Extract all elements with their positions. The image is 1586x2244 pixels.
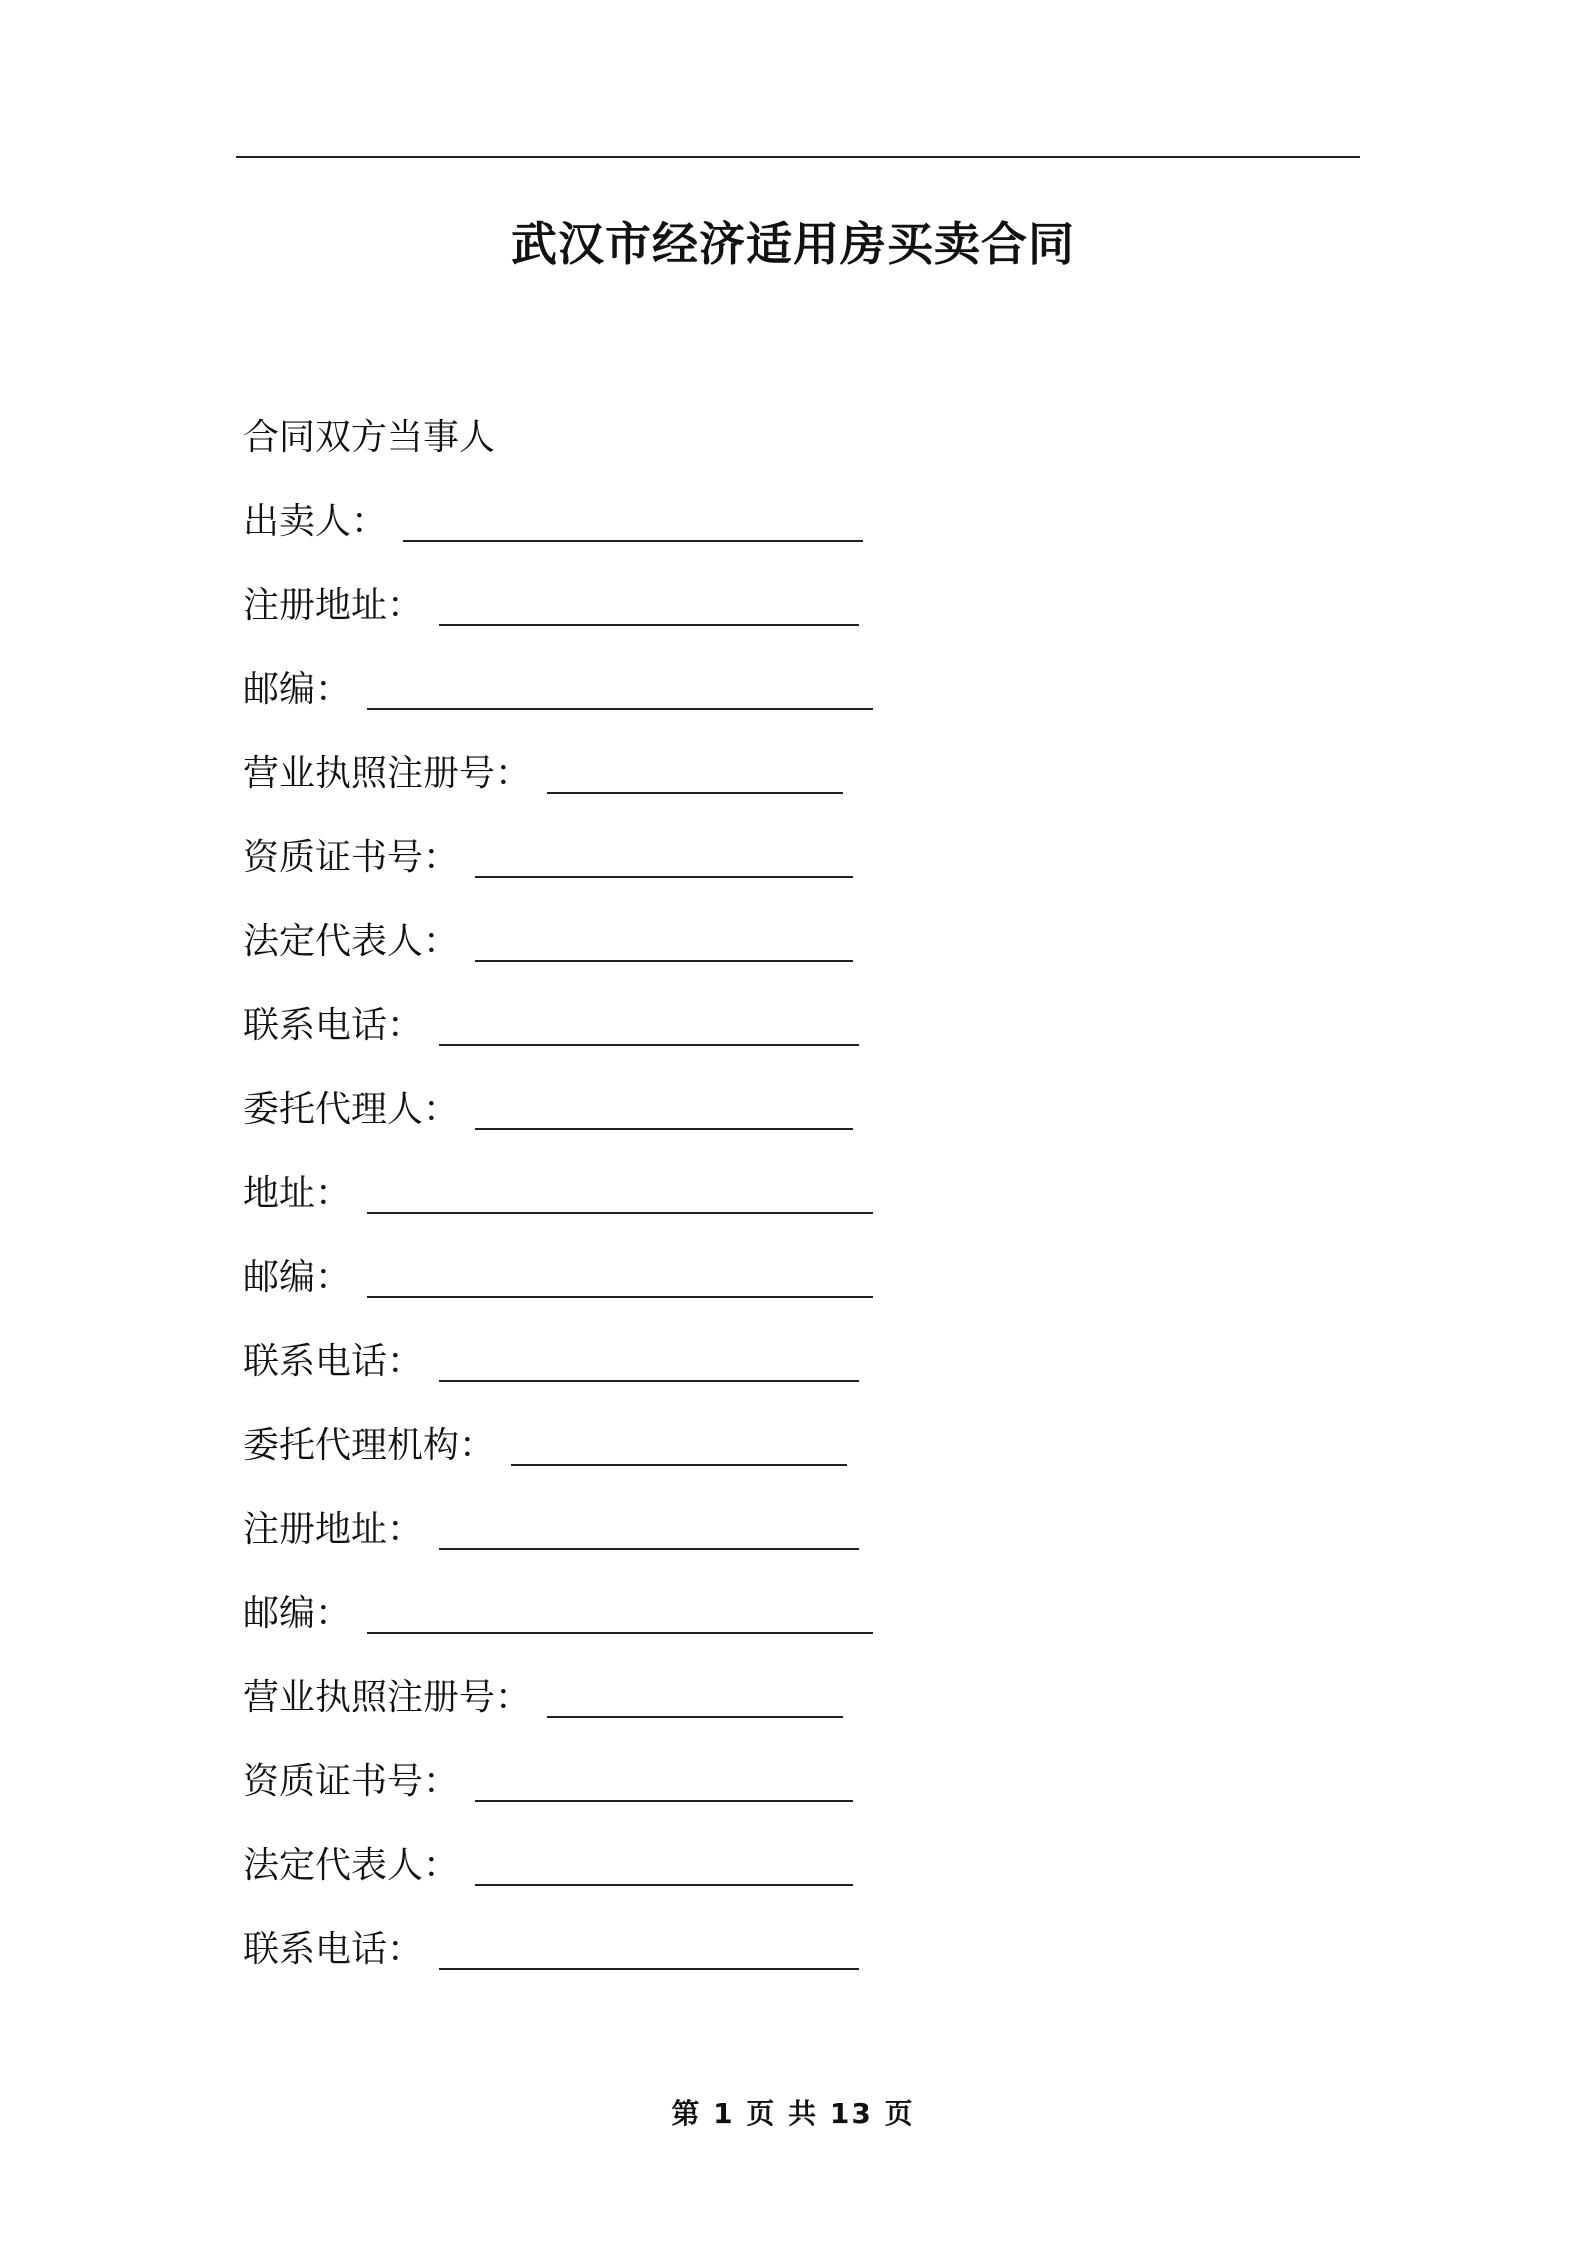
field-colon: ： [315, 1173, 352, 1214]
field-row-phone [243, 1924, 873, 2008]
fill-in-blank[interactable] [547, 748, 843, 794]
fill-in-blank[interactable] [475, 916, 853, 962]
field-colon: ： [387, 1341, 424, 1382]
field-label: 邮编 [243, 1593, 316, 1634]
section-heading: 合同双方当事人 [243, 417, 496, 458]
field-colon: ： [423, 1089, 460, 1130]
field-label: 联系电话 [243, 1341, 388, 1382]
fill-in-blank[interactable] [367, 664, 873, 710]
page-number-footer: 第 1 页 共 13 页 [671, 2097, 915, 2130]
field-colon: ： [459, 1425, 496, 1466]
field-label: 营业执照注册号 [243, 1677, 496, 1718]
field-colon: ： [423, 921, 460, 962]
field-row-postcode [243, 1588, 873, 1672]
field-colon: ： [423, 837, 460, 878]
field-colon: ： [495, 1677, 532, 1718]
field-row-address [243, 1168, 873, 1252]
field-label: 联系电话 [243, 1005, 388, 1046]
fill-in-blank[interactable] [439, 580, 859, 626]
field-row-business-license [243, 1672, 873, 1756]
field-row-legal-representative [243, 916, 873, 1000]
fill-in-blank[interactable] [367, 1168, 873, 1214]
field-colon: ： [387, 585, 424, 626]
field-label: 委托代理人 [243, 1089, 424, 1130]
field-label: 邮编 [243, 1257, 316, 1298]
field-label: 注册地址 [243, 585, 388, 626]
fill-in-blank[interactable] [367, 1252, 873, 1298]
field-label: 委托代理机构 [243, 1425, 460, 1466]
fill-in-blank[interactable] [475, 1756, 853, 1802]
field-label: 资质证书号 [243, 1761, 424, 1802]
fill-in-blank[interactable] [439, 1504, 859, 1550]
field-label: 注册地址 [243, 1509, 388, 1550]
field-label: 资质证书号 [243, 837, 424, 878]
field-label: 出卖人 [243, 501, 352, 542]
field-colon: ： [315, 1593, 352, 1634]
field-row-seller [243, 496, 873, 580]
field-colon: ： [423, 1845, 460, 1886]
fill-in-blank[interactable] [367, 1588, 873, 1634]
field-colon: ： [315, 1257, 352, 1298]
party-field-list [243, 496, 873, 2008]
field-row-postcode [243, 664, 873, 748]
field-row-registered-address [243, 1504, 873, 1588]
field-row-phone [243, 1336, 873, 1420]
field-label: 法定代表人 [243, 1845, 424, 1886]
field-colon: ： [423, 1761, 460, 1802]
field-row-postcode [243, 1252, 873, 1336]
field-colon: ： [351, 501, 388, 542]
field-row-business-license [243, 748, 873, 832]
fill-in-blank[interactable] [439, 1000, 859, 1046]
field-colon: ： [495, 753, 532, 794]
field-label: 法定代表人 [243, 921, 424, 962]
field-row-agent [243, 1084, 873, 1168]
field-label: 联系电话 [243, 1929, 388, 1970]
fill-in-blank[interactable] [475, 1840, 853, 1886]
field-colon: ： [387, 1005, 424, 1046]
field-row-registered-address [243, 580, 873, 664]
field-colon: ： [387, 1509, 424, 1550]
field-colon: ： [387, 1929, 424, 1970]
fill-in-blank[interactable] [439, 1924, 859, 1970]
fill-in-blank[interactable] [475, 832, 853, 878]
field-label: 地址 [243, 1173, 316, 1214]
field-label: 营业执照注册号 [243, 753, 496, 794]
field-row-qualification-cert [243, 832, 873, 916]
header-rule [236, 156, 1360, 158]
field-label: 邮编 [243, 669, 316, 710]
field-colon: ： [315, 669, 352, 710]
field-row-agency [243, 1420, 873, 1504]
fill-in-blank[interactable] [439, 1336, 859, 1382]
fill-in-blank[interactable] [547, 1672, 843, 1718]
document-title: 武汉市经济适用房买卖合同 [511, 217, 1075, 271]
fill-in-blank[interactable] [403, 496, 863, 542]
fill-in-blank[interactable] [475, 1084, 853, 1130]
field-row-legal-representative [243, 1840, 873, 1924]
fill-in-blank[interactable] [511, 1420, 847, 1466]
field-row-qualification-cert [243, 1756, 873, 1840]
field-row-phone [243, 1000, 873, 1084]
